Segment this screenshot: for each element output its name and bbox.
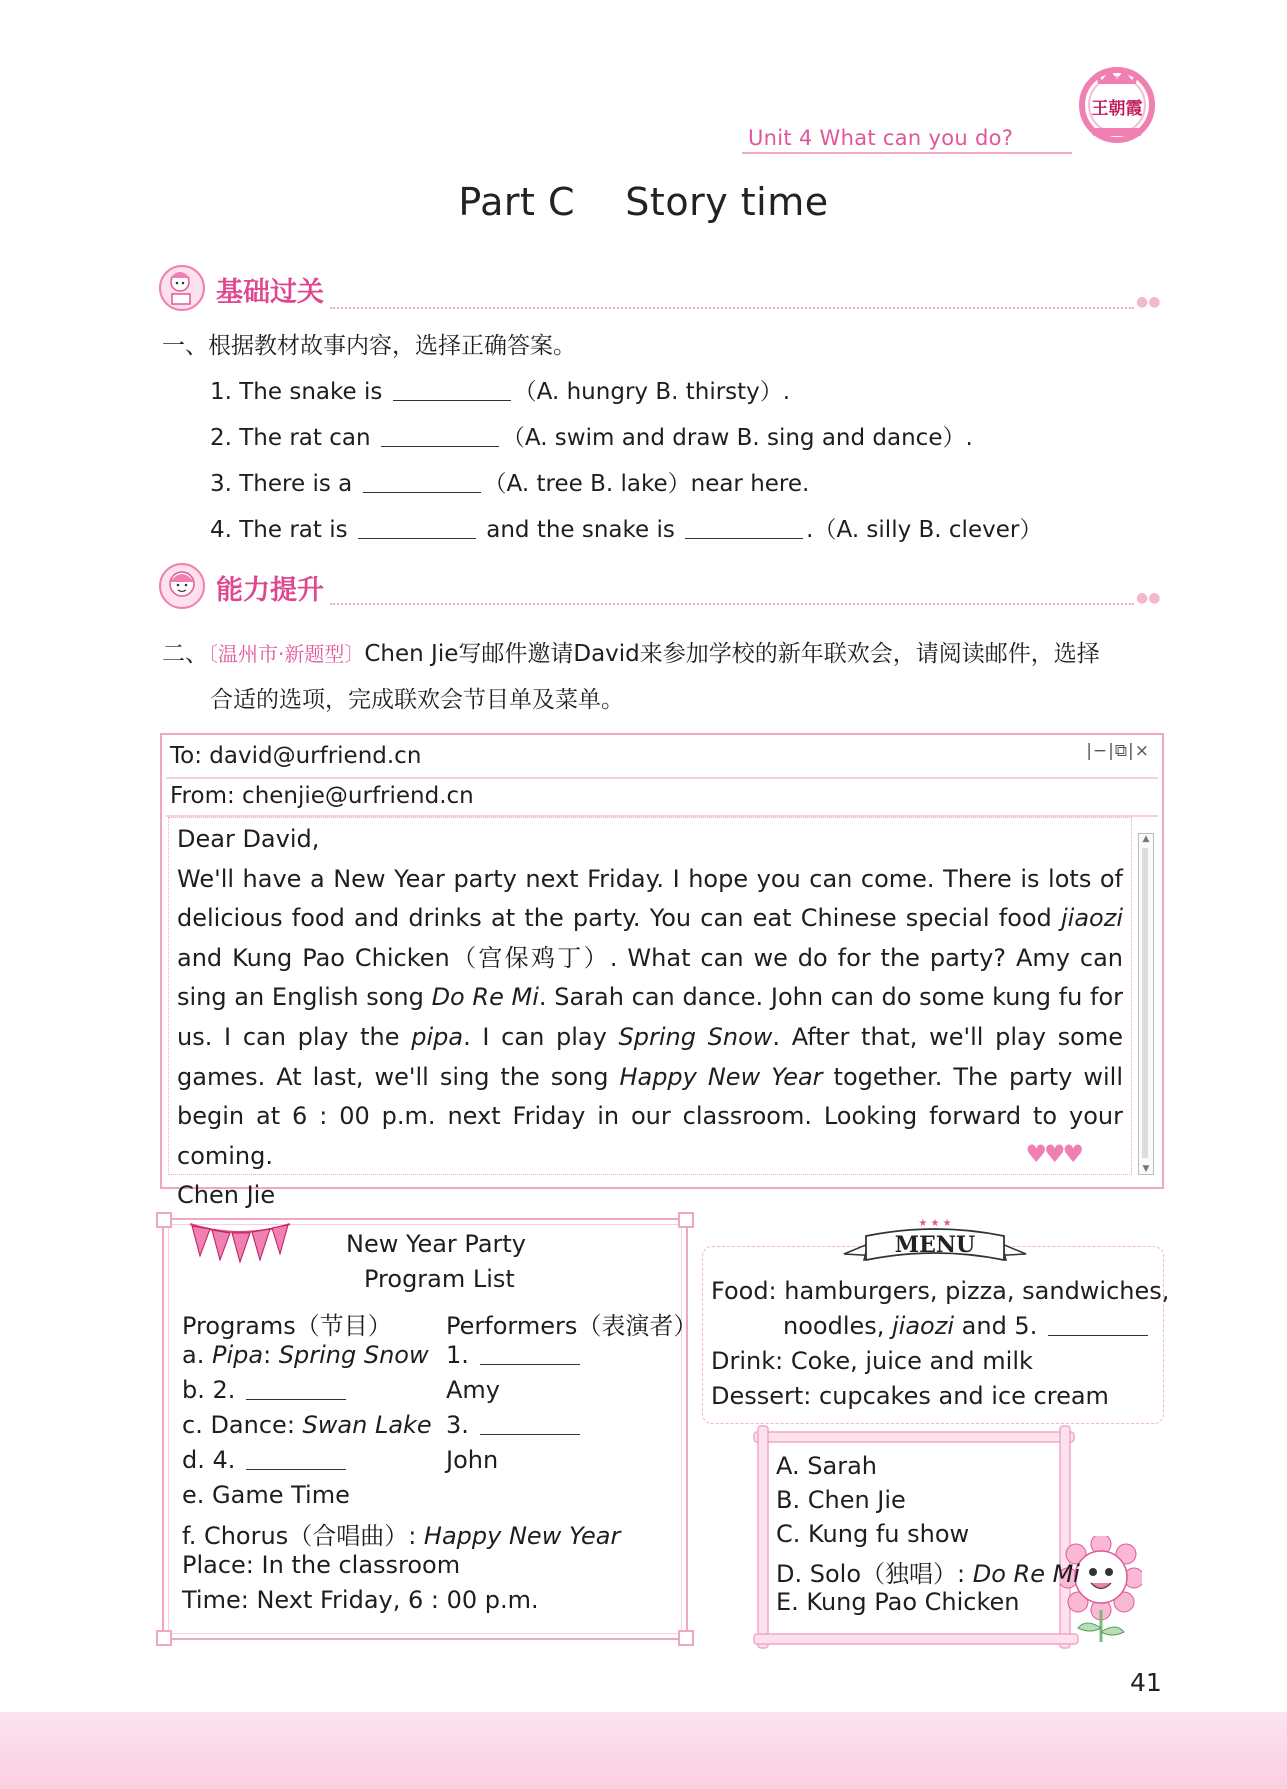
q3-choices: （A. tree B. lake）near here. — [483, 471, 810, 497]
email-row-divider — [166, 777, 1158, 779]
question-4 — [210, 514, 1042, 546]
programs-column-header: Programs（节目） — [182, 1312, 392, 1340]
q4-answer-blank-1[interactable] — [358, 518, 476, 539]
section1-title: 基础过关 — [216, 277, 324, 308]
unit-header-underline — [742, 152, 1072, 154]
section2-divider-dots: ●● — [1136, 590, 1161, 606]
section2-instruction-line1 — [162, 638, 1100, 670]
q3-text-before: 3. There is a — [210, 471, 360, 497]
q1-choices: （A. hungry B. thirsty）. — [513, 379, 791, 405]
smiling-flower-icon — [1060, 1536, 1142, 1644]
scroll-up-icon[interactable]: ▲ — [1142, 834, 1150, 844]
option-a: A. Sarah — [776, 1452, 877, 1480]
section2-instruction-line2: 合适的选项，完成联欢会节目单及菜单。 — [210, 687, 624, 713]
bottom-decorative-band — [0, 1712, 1287, 1789]
email-from: From: chenjie@urfriend.cn — [170, 783, 474, 809]
program-row-f: f. Chorus（合唱曲）: Happy New Year — [182, 1522, 621, 1550]
unit-header: Unit 4 What can you do? — [748, 126, 1014, 150]
svg-text:★ ★ ★: ★ ★ ★ — [918, 1218, 952, 1229]
program-list-card — [162, 1218, 698, 1640]
corner-ornament — [678, 1212, 694, 1228]
section1-divider-dots: ●● — [1136, 294, 1161, 310]
section2-instruction-text: Chen Jie写邮件邀请David来参加学校的新年联欢会，请阅读邮件，选择 — [364, 641, 1100, 667]
hearts-decoration: ♥♥♥ — [1025, 1140, 1081, 1168]
email-to: To: david@urfriend.cn — [170, 743, 422, 769]
option-d: D. Solo（独唱）: Do Re Mi — [776, 1560, 1080, 1588]
q4-choices: .（A. silly B. clever） — [806, 517, 1043, 543]
program-title-line2: Program List — [364, 1265, 515, 1293]
performer-amy: Amy — [446, 1376, 500, 1404]
option-c: C. Kung fu show — [776, 1520, 970, 1548]
answer-blank-2[interactable] — [246, 1379, 346, 1400]
answer-blank-4[interactable] — [246, 1449, 346, 1470]
program-row-d: d. 4. — [182, 1446, 349, 1474]
q2-choices: （A. swim and draw B. sing and dance）. — [501, 425, 973, 451]
bunting-flags-icon — [188, 1220, 292, 1268]
q3-answer-blank[interactable] — [363, 472, 481, 493]
section2-title: 能力提升 — [216, 575, 324, 606]
q4-text-before: 4. The rat is — [210, 517, 355, 543]
menu-title: MENU — [894, 1232, 976, 1258]
q1-answer-blank[interactable] — [393, 380, 511, 401]
q2-answer-blank[interactable] — [381, 426, 499, 447]
menu-dessert: Dessert: cupcakes and ice cream — [711, 1382, 1109, 1410]
answer-blank-1[interactable] — [480, 1344, 580, 1365]
section1-divider — [330, 307, 1134, 309]
corner-ornament — [156, 1630, 172, 1646]
program-row-a: a. Pipa: Spring Snow — [182, 1341, 429, 1369]
option-b: B. Chen Jie — [776, 1486, 906, 1514]
song-spring-snow: Spring Snow — [618, 1022, 773, 1051]
page-title: Part C Story time — [458, 180, 829, 224]
logo-text: 王朝霞 — [1091, 99, 1143, 119]
q4-text-middle: and the snake is — [478, 517, 683, 543]
menu-drink: Drink: Coke, juice and milk — [711, 1347, 1033, 1375]
option-e: E. Kung Pao Chicken — [776, 1588, 1020, 1616]
email-paragraph: We'll have a New Year party next Friday. I hope you can come. There is lots of delicious food and drinks at the party. You can eat Chinese special food jiaozi and Kung Pao Chicken（宫保鸡丁）. What can we do for the party? Amy can sing an English song Do Re Mi. Sarah can dance. John can do some kung fu for us. I can play the pipa. I can play Spring Snow. After that, we'll play some games. At last, we'll sing the song Happy New Year together. The party will begin at 6 : 00 p.m. next Friday in our classroom. Looking forward to your coming. — [177, 864, 1123, 1170]
section2-divider — [330, 603, 1134, 605]
menu-ribbon-banner — [840, 1214, 1030, 1278]
performer-1: 1. — [446, 1341, 583, 1369]
answer-blank-3[interactable] — [480, 1414, 580, 1435]
question-2 — [210, 422, 973, 454]
section1-instruction: 一、根据教材故事内容，选择正确答案。 — [162, 333, 576, 359]
menu-food-line2: noodles, jiaozi and 5. — [783, 1312, 1151, 1340]
q4-answer-blank-2[interactable] — [685, 518, 803, 539]
publisher-logo-badge — [1076, 62, 1158, 144]
program-row-c: c. Dance: Swan Lake — [182, 1411, 432, 1439]
section2-prefix: 二、 — [162, 641, 208, 667]
girl-thinking-icon — [158, 560, 210, 612]
song-do-re-mi: Do Re Mi — [431, 983, 539, 1012]
q1-text-before: 1. The snake is — [210, 379, 390, 405]
program-title-line1: New Year Party — [346, 1230, 526, 1258]
email-greeting: Dear David, — [177, 825, 320, 853]
girl-reading-icon — [158, 262, 210, 314]
question-3 — [210, 468, 809, 500]
program-row-e: e. Game Time — [182, 1481, 350, 1509]
window-controls[interactable]: |−|⧉|× — [1086, 741, 1150, 761]
pipa-term: pipa — [411, 1022, 464, 1051]
question-source-tag: 〔温州市·新题型〕 — [208, 642, 365, 666]
email-letter — [177, 820, 1123, 1216]
song-happy-new-year: Happy New Year — [619, 1062, 823, 1091]
q2-text-before: 2. The rat can — [210, 425, 378, 451]
performer-john: John — [446, 1446, 499, 1474]
email-signature: Chen Jie — [177, 1181, 276, 1210]
email-body — [168, 817, 1132, 1210]
corner-ornament — [156, 1212, 172, 1228]
program-row-b: b. 2. — [182, 1376, 349, 1404]
answer-blank-5[interactable] — [1048, 1315, 1148, 1336]
party-place: Place: In the classroom — [182, 1551, 461, 1579]
performer-3: 3. — [446, 1411, 583, 1439]
performers-column-header: Performers（表演者） — [446, 1312, 698, 1340]
email-scrollbar[interactable] — [1138, 833, 1154, 1175]
scroll-down-icon[interactable]: ▼ — [1142, 1164, 1150, 1174]
scroll-thumb[interactable] — [1142, 848, 1148, 1158]
question-1 — [210, 376, 790, 408]
party-time: Time: Next Friday, 6 : 00 p.m. — [182, 1586, 539, 1614]
jiaozi-term: jiaozi — [1061, 904, 1123, 933]
email-window — [160, 733, 1164, 1210]
page-number: 41 — [1130, 1668, 1162, 1697]
corner-ornament — [678, 1630, 694, 1646]
menu-food-line1: Food: hamburgers, pizza, sandwiches, — [711, 1277, 1170, 1305]
